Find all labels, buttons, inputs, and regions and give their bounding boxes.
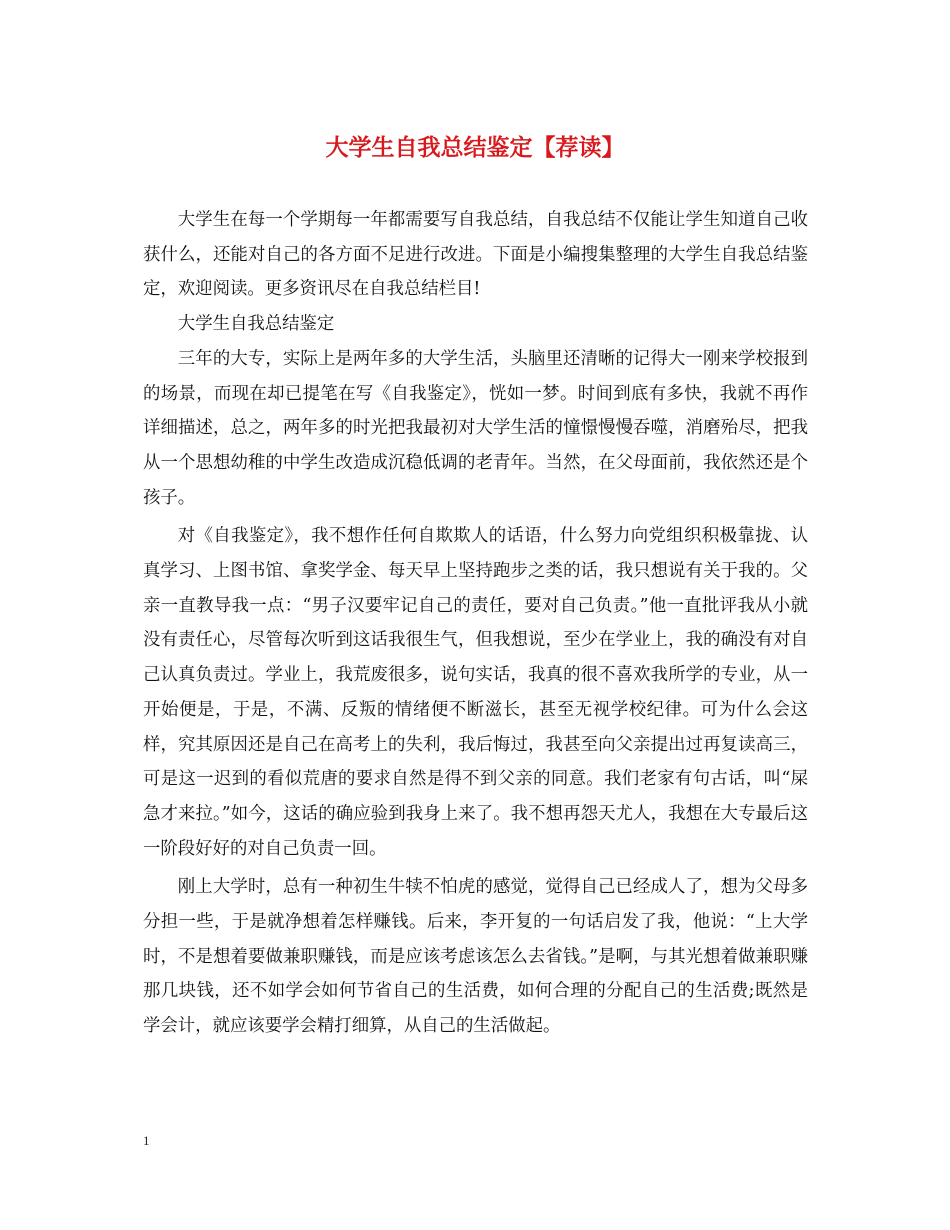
page-number: 1 <box>143 1133 150 1148</box>
paragraph-intro: 大学生在每一个学期每一年都需要写自我总结，自我总结不仅能让学生知道自己收获什么，还能对自己的各方面不足进行改进。下面是小编搜集整理的大学生自我总结鉴定，欢迎阅读。更多资讯尽在自我总结栏目! <box>143 210 808 300</box>
document-body <box>143 203 808 1044</box>
paragraph-subheading: 大学生自我总结鉴定 <box>177 314 335 335</box>
paragraph: 三年的大专，实际上是两年多的大学生活，头脑里还清晰的记得大一刚来学校报到的场景，而现在却已提笔在写《自我鉴定》，恍如一梦。时间到底有多快，我就不再作详细描述，总之，两年多的时光把我最初对大学生活的憧憬慢慢吞噬，消磨殆尽，把我从一个思想幼稚的中学生改造成沉稳低调的老青年。当然，在父母面前，我依然还是个孩子。 <box>143 348 808 508</box>
paragraph: 对《自我鉴定》，我不想作任何自欺欺人的话语，什么努力向党组织积极靠拢、认真学习、上图书馆、拿奖学金、每天早上坚持跑步之类的话，我只想说有关于我的。父亲一直教导我一点：“男子汉要牢记自己的责任，要对自己负责。”他一直批评我从小就没有责任心，尽管每次听到这话我很生气，但我想说，至少在学业上，我的确没有对自己认真负责过。学业上，我荒废很多，说句实话，我真的很不喜欢我所学的专业，从一开始便是，于是，不满、反叛的情绪便不断滋长，甚至无视学校纪律。可为什么会这样，究其原因还是自己在高考上的失利，我后悔过，我甚至向父亲提出过再复读高三，可是这一迟到的看似荒唐的要求自然是得不到父亲的同意。我们老家有句古话，叫“屎急才来拉。”如今，这话的确应验到我身上来了。我不想再怨天尤人，我想在大专最后这一阶段好好的对自己负责一回。 <box>143 526 808 859</box>
paragraph: 刚上大学时，总有一种初生牛犊不怕虎的感觉，觉得自己已经成人了，想为父母多分担一些，于是就净想着怎样赚钱。后来，李开复的一句话启发了我，他说：“上大学时，不是想着要做兼职赚钱，而是应该考虑该怎么去省钱。”是啊，与其光想着做兼职赚那几块钱，还不如学会如何节省自己的生活费，如何合理的分配自己的生活费;既然是学会计，就应该要学会精打细算，从自己的生活做起。 <box>143 877 808 1037</box>
document-title: 大学生自我总结鉴定【荐读】 <box>325 134 625 161</box>
